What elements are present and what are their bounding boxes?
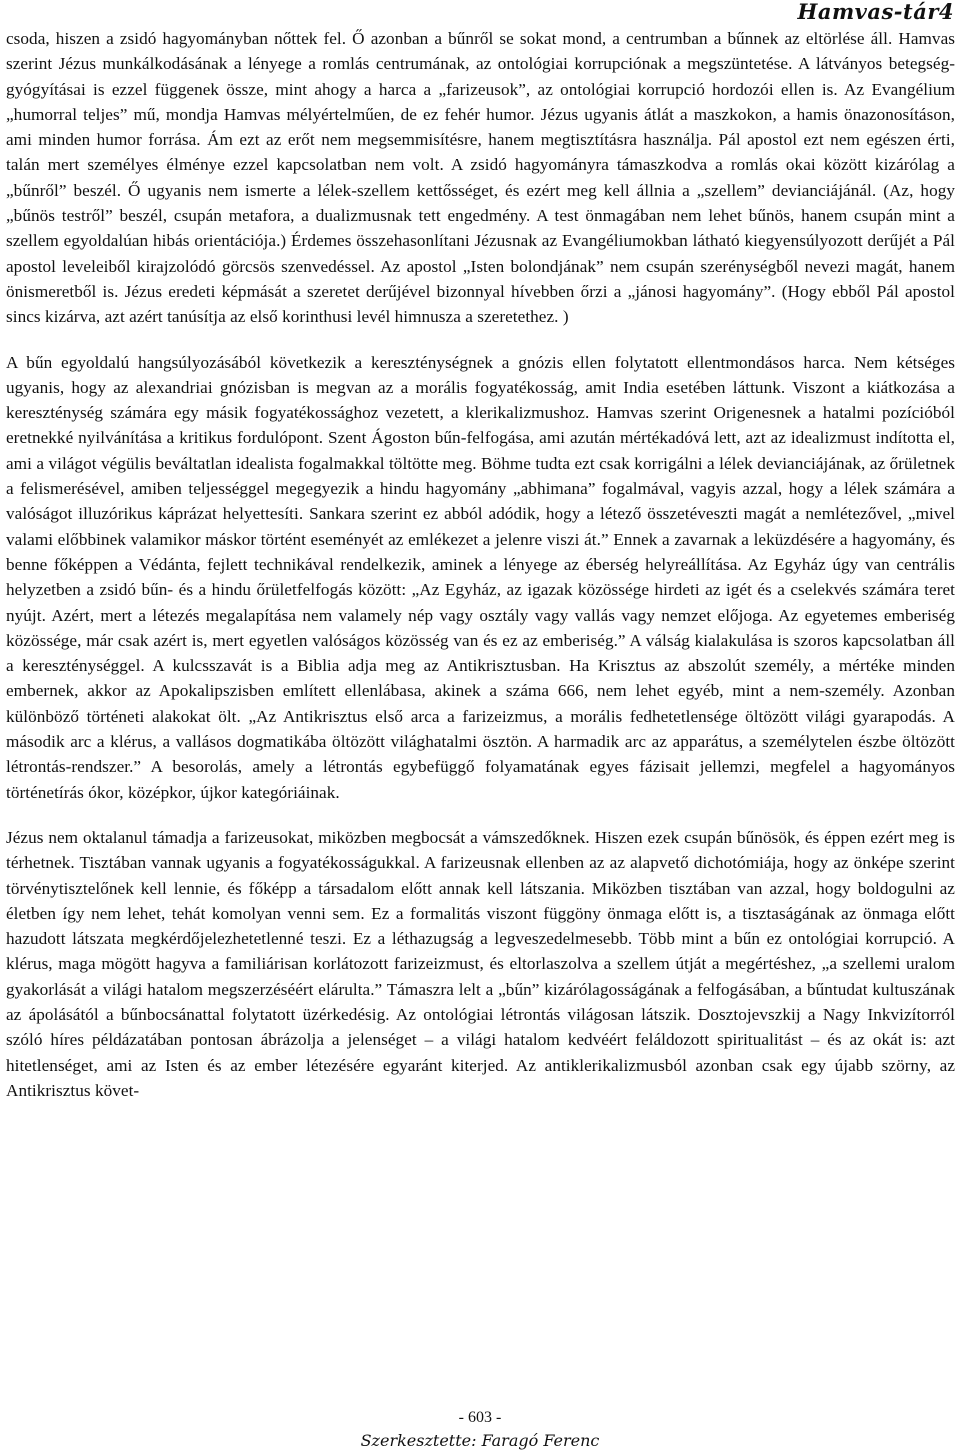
running-header <box>0 0 960 24</box>
paragraph-3: Jézus nem oktalanul támadja a farizeusokat, miközben megbocsát a vámszedőknek. Hiszen ezek csupán bűnösök, és éppen ezért meg is térhetnek. Tisztában vannak ugyanis a fogyatékosságukkal. A farizeusnak ellenben az az alapvető dichotómiája, hogy az önképe szerint törvénytisztelőnek kell lennie, és főképp a társadalom előtt annak kell látszania. Miközben tisztában van azzal, hogy boldogulni az életben így nem lehet, tehát komolyan venni sem. Ez a formalitás viszont függöny önmaga előtt is, a tisztaságának az önmaga előtt hazudott látszata megkérdőjelezhetetlenné teszi. Ez a léthazugság a legveszedelmesebb. Több mint a bűn ez ontológiai korrupció. A klérus, maga mögött hagyva a familiárisan korlátozott farizeizmust, és eltorlaszolva a szellem útját a megértéshez, „a szellemi uralom gyakorlását a világi hatalom megszerzéséért elárulta.” Támaszra lelt a „bűn” kizárólagosságának a felfogásában, a bűntudat kultuszának az ápolásától a bűnbocsánattal folytatott üzérkedésig. Az ontológiai létrontás világosan látszik. Dosztojevszkij a Nagy Inkvizítorról szóló híres példázatában pontosan ábrázolja a jelenséget – a világi hatalom kedvéért feláldozott spiritualitást – és az okát is: azt hitetlenséget, ami az Isten és az ember létezésére egyaránt kiterjed. Az antiklerikalizmusból azonban csak egy újabb szörny, az Antikrisztus követ- <box>6 827 955 1100</box>
page-body <box>6 26 955 1103</box>
paragraph-1: csoda, hiszen a zsidó hagyományban nőttek fel. Ő azonban a bűnről se sokat mond, a centrumban a bűnnek az eltörlése áll. Hamvas szerint Jézus munkálkodásának a lényege a romlás centrumának, az ontológiai korrupciónak a megszüntetése. A látványos betegség-gyógyításai is ezzel függenek össze, mint ahogy a harca a „farizeusok”, az ontológiai korrupció hordozói ellen is. Az Evangélium „humorral teljes” mű, mondja Hamvas mélyértelműen, de ez fehér humor. Jézus ugyanis átlát a maszkokon, a hamis önazonosításon, ami minden humor forrása. Ám ezt az erőt nem megsemmisítésre, hanem megtisztításra használja. Pál apostol ezt nem egészen érti, talán mert személyes élménye ezzel kapcsolatban nem volt. A zsidó hagyományra támaszkodva a romlás okai között kizárólag a „bűnről” beszél. Ő ugyanis nem ismerte a lélek-szellem kettősséget, és ezért meg kell állnia a „szellem” devianciájánál. (Az, hogy „bűnös testről” beszél, csupán metafora, a dualizmusnak tett engedmény. A test önmagában nem lehet bűnös, hanem csupán mint a szellem egyoldalúan hibás orientációja.) Érdemes összehasonlítani Jézusnak az Evangéliumokban látható kiegyensúlyozott derűjét a Pál apostol leveleiből kirajzolódó görcsös szenvedéssel. Az apostol „Isten bolondjának” nem csupán szerénységből nevezi magát, hanem önismeretből is. Jézus eredeti képmását a szeretet derűjével bizonnyal hívebben őrzi a „jánosi hagyomány”. (Hogy ebből Pál apostol sincs kizárva, azt azért tanúsítja az első korinthusi levél himnusza a szeretethez. ) <box>6 29 955 327</box>
editor-credit: Szerkesztette: Faragó Ferenc <box>360 1431 600 1450</box>
page-number: - 603 - <box>458 1409 502 1426</box>
paragraph-2: A bűn egyoldalú hangsúlyozásából következik a kereszténységnek a gnózis ellen folytatott ellentmondásos harca. Nem kétséges ugyanis, hogy az alexandriai gnózisban is megvan az a morális fogyatékosság, amit India esetében láttunk. Viszont a kiátkozása a kereszténység számára egy másik fogyatékossághoz vezetett, a klerikalizmushoz. Hamvas szerint Origenesnek a hatalmi pozícióból eretnekké nyilvánítása a kritikus fordulópont. Szent Ágoston bűn-felfogása, ami azután mértékadóvá lett, azt az idealizmust indította el, ami a világot végülis beváltatlan idealista fogalmakkal töltötte meg. Böhme tudta ezt csak korrigálni a lélek devianciájának, az őrületnek a felismerésével, amiben teljességgel megegyezik a hindu hagyomány „abhimana” fogalmával, vagyis azzal, hogy a lélek számára a valóságot illuzórikus káprázat helyettesíti. Sankara szerint ez abból adódik, hogy a létező összetéveszti magát a nemlétezővel, „mivel valami előbbinek valamikor máskor történt eseményét az emlékezet a jelenre viszi át.” Ennek a zavarnak a leküzdésére a hagyomány, és benne főképpen a Védánta, fejlett technikával rendelkezik, aminek a lényege az éberség helyreállítása. Az Egyház úgy van centrális helyzetben a zsidó bűn- és a hindu őrületfelfogás között: „Az Egyház, az igazak közössége hirdeti az igét és a cselekvés számára teret nyújt. Azért, mert a létezés megalapítása nem valamely nép vagy osztály vagy vallás vagy nemzet előjoga. Az egyetemes emberiség közössége, már csak azért is, mert egyetlen valóságos közösség van és ez az emberiség.” A válság kialakulása is szoros kapcsolatban áll a kereszténységgel. A kulcsszavát is a Biblia adja meg az Antikrisztusban. Ha Krisztus az abszolút személy, a mértéke minden embernek, akkor az Apokalipszisben említett ellenlábasa, akinek a száma 666, nem lehet egyéb, mint a nem-személy. Azonban különböző történeti alakokat ölt. „Az Antikrisztus első arca a farizeizmus, a morális fedhetetlensége öltözött világi gyarapodás. A második arc a klérus, a vallásos dogmatikába öltözött világhatalmi ösztön. A harmadik arc az apparátus, a személytelen észbe öltözött létrontás-rendszer.” A besorolás, amely a létrontás egybefüggő folyamatának egyes fázisait jellemzi, megfelel a hagyományos történetírás ókor, középkor, újkor kategóriáinak. <box>6 352 955 802</box>
header-title: Hamvas-tár4 <box>797 0 954 24</box>
